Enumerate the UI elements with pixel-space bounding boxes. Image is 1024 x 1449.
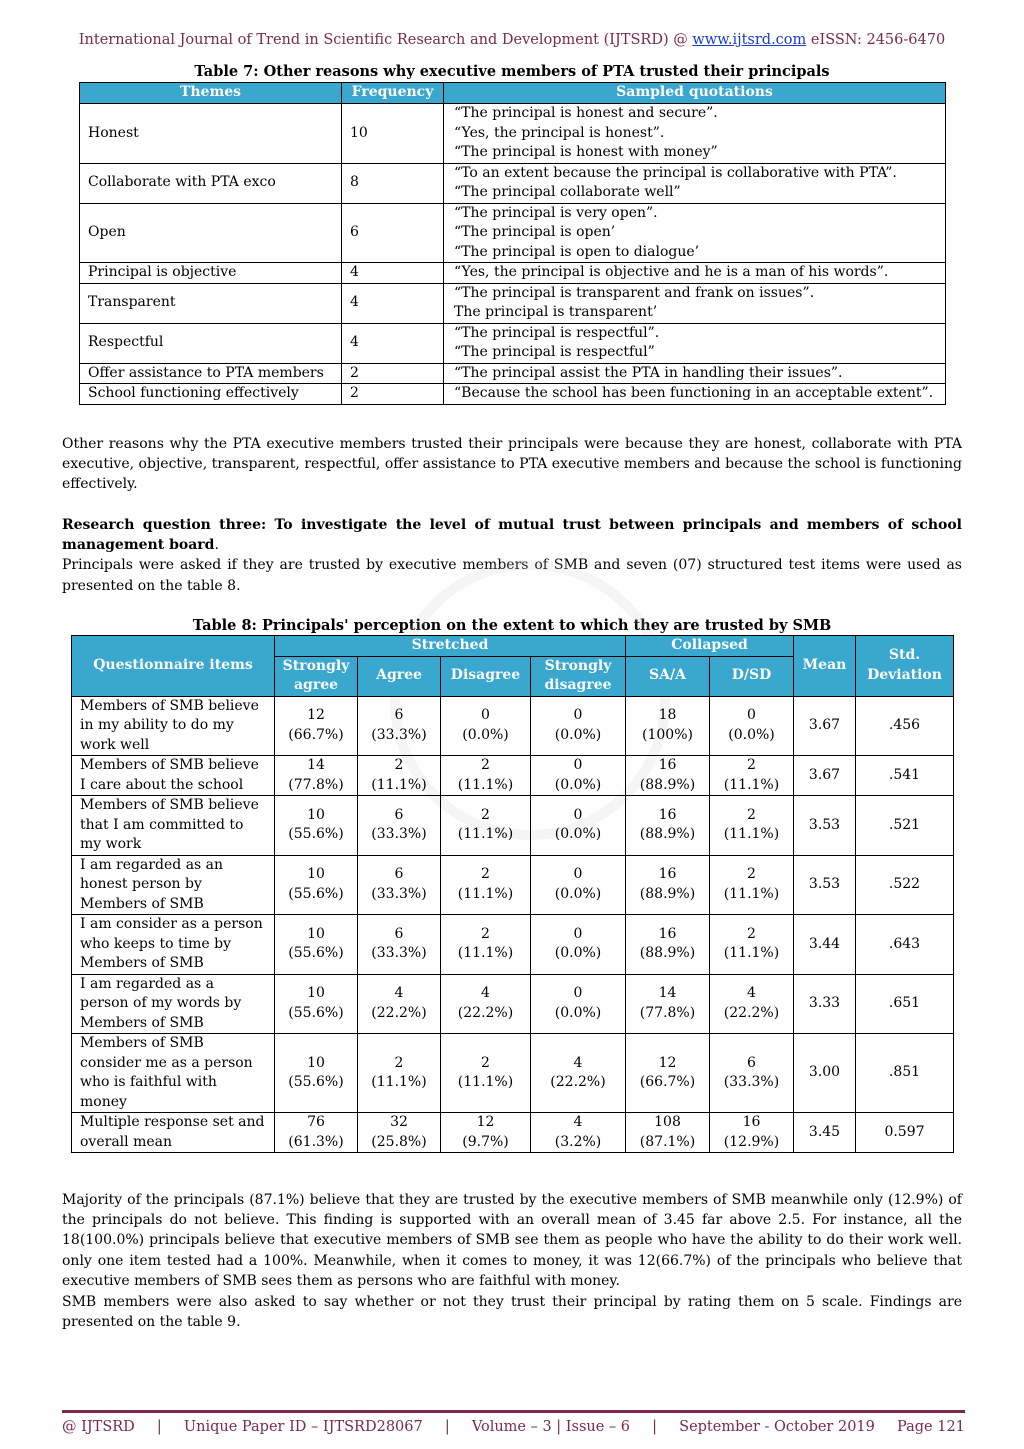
footer-sep: | xyxy=(156,1419,162,1435)
table8-strongly-agree-cell xyxy=(275,915,358,975)
table8-strongly-agree-cell xyxy=(275,756,358,796)
table7-row xyxy=(80,263,946,284)
percent-value: (11.1%) xyxy=(723,885,780,902)
table8-disagree-cell xyxy=(441,974,531,1034)
count-value: 2 xyxy=(481,1054,490,1071)
percent-value: (100%) xyxy=(642,726,693,743)
count-value: 2 xyxy=(394,1054,404,1071)
count-value: 6 xyxy=(394,707,404,724)
table8-d-sd-cell xyxy=(710,756,794,796)
table7-row xyxy=(80,283,946,323)
count-value: 10 xyxy=(307,985,325,1002)
percent-value: (55.6%) xyxy=(288,826,344,843)
table8-strongly-agree-cell xyxy=(275,855,358,915)
quotation-line: “Yes, the principal is objective and he is a man of his words”. xyxy=(454,264,889,280)
percent-value: (0.0%) xyxy=(554,945,602,962)
table7-theme-cell: Transparent xyxy=(80,283,342,323)
table8-sa-a-cell xyxy=(626,696,710,756)
count-value: 0 xyxy=(573,806,583,823)
percent-value: (87.1%) xyxy=(639,1133,696,1150)
table8-item-cell: I am regarded as an honest person by Members of SMB xyxy=(72,855,275,915)
percent-value: (11.1%) xyxy=(457,885,514,902)
count-value: 32 xyxy=(390,1114,408,1130)
table7-quotations-cell xyxy=(444,384,946,405)
table8-sa-a-cell xyxy=(626,756,710,796)
table8-item-cell: Members of SMB believe that I am committed to my work xyxy=(72,796,275,856)
percent-value: (12.9%) xyxy=(723,1133,780,1150)
footer-journal: @ IJTSRD xyxy=(62,1419,135,1435)
table8-std-cell: .651 xyxy=(856,974,954,1034)
count-value: 2 xyxy=(747,866,756,883)
count-value: 12 xyxy=(307,707,325,724)
count-value: 16 xyxy=(658,757,677,773)
table8-header-strongly-disagree: Strongly disagree xyxy=(531,656,626,696)
table8-agree-cell xyxy=(358,1113,441,1153)
footer-divider xyxy=(62,1410,965,1413)
table8-row xyxy=(72,756,954,796)
table8-header-std: Std. Deviation xyxy=(856,636,954,697)
table8-d-sd-cell xyxy=(710,796,794,856)
count-value: 2 xyxy=(481,806,490,823)
quotation-line: “The principal is transparent and frank on issues”. xyxy=(454,284,815,301)
table8-std-cell: .456 xyxy=(856,696,954,756)
count-value: 76 xyxy=(307,1114,325,1130)
count-value: 10 xyxy=(307,925,325,942)
quotation-line: “Yes, the principal is honest”. xyxy=(454,124,665,141)
table8-sa-a-cell xyxy=(626,1034,710,1113)
percent-value: (88.9%) xyxy=(639,945,696,962)
percent-value: (77.8%) xyxy=(639,1004,696,1021)
quotation-line: “Because the school has been functioning in an acceptable extent”. xyxy=(454,385,934,401)
table8-strongly-disagree-cell xyxy=(531,756,626,796)
table8-item-cell: I am regarded as a person of my words by Members of SMB xyxy=(72,974,275,1034)
quotation-line: “The principal is open’ xyxy=(454,224,616,240)
table7-frequency-cell: 4 xyxy=(342,283,444,323)
percent-value: (0.0%) xyxy=(554,726,602,743)
quotation-line: “The principal is very open”. xyxy=(454,204,658,221)
count-value: 4 xyxy=(481,985,490,1002)
table7-theme-cell: School functioning effectively xyxy=(80,384,342,405)
table8-disagree-cell xyxy=(441,855,531,915)
count-value: 2 xyxy=(747,925,756,942)
table8-row xyxy=(72,1034,954,1113)
table8-mean-cell: 3.44 xyxy=(794,915,856,975)
table8-item-cell: Members of SMB believe in my ability to do my work well xyxy=(72,696,275,756)
table7-header-themes: Themes xyxy=(80,83,342,104)
percent-value: (22.2%) xyxy=(371,1004,427,1021)
table7-row xyxy=(80,163,946,203)
table7-theme-cell: Offer assistance to PTA members xyxy=(80,363,342,384)
percent-value: (0.0%) xyxy=(554,776,602,793)
count-value: 18 xyxy=(658,707,677,724)
percent-value: (33.3%) xyxy=(371,726,427,743)
count-value: 0 xyxy=(573,866,583,883)
percent-value: (33.3%) xyxy=(723,1074,780,1090)
footer-volume: Volume – 3 | Issue – 6 xyxy=(471,1419,631,1435)
count-value: 4 xyxy=(747,985,756,1002)
percent-value: (0.0%) xyxy=(554,826,602,843)
count-value: 2 xyxy=(394,757,404,773)
percent-value: (55.6%) xyxy=(288,945,344,962)
count-value: 10 xyxy=(307,866,325,883)
percent-value: (33.3%) xyxy=(371,826,427,843)
table8-mean-cell: 3.45 xyxy=(794,1113,856,1153)
table8-disagree-cell xyxy=(441,696,531,756)
footer-sep: | xyxy=(652,1419,658,1435)
count-value: 12 xyxy=(658,1054,677,1071)
footer-page: Page 121 xyxy=(897,1419,965,1435)
percent-value: (11.1%) xyxy=(371,1074,427,1090)
table7 xyxy=(79,82,946,405)
quotation-line: “The principal is honest and secure”. xyxy=(454,105,718,121)
table8-mean-cell: 3.33 xyxy=(794,974,856,1034)
count-value: 10 xyxy=(307,1054,325,1071)
count-value: 0 xyxy=(573,757,583,773)
count-value: 0 xyxy=(747,707,756,724)
percent-value: (0.0%) xyxy=(728,726,775,743)
percent-value: (55.6%) xyxy=(288,1074,344,1090)
count-value: 16 xyxy=(658,925,677,942)
table7-frequency-cell: 4 xyxy=(342,263,444,284)
count-value: 0 xyxy=(573,925,583,942)
table8-disagree-cell xyxy=(441,915,531,975)
table8-header-stretched: Stretched xyxy=(275,636,626,657)
table8-row xyxy=(72,974,954,1034)
quotation-line: “The principal is open to dialogue’ xyxy=(454,243,700,260)
percent-value: (0.0%) xyxy=(554,885,602,902)
table8-strongly-agree-cell xyxy=(275,796,358,856)
table8-std-cell: .643 xyxy=(856,915,954,975)
table8-sa-a-cell xyxy=(626,915,710,975)
table8-agree-cell xyxy=(358,696,441,756)
table7-quotations-cell xyxy=(444,323,946,363)
percent-value: (22.2%) xyxy=(723,1004,780,1021)
table8-strongly-agree-cell xyxy=(275,974,358,1034)
table8-d-sd-cell xyxy=(710,855,794,915)
table8-row xyxy=(72,915,954,975)
table8-header-mean: Mean xyxy=(794,636,856,697)
table8-d-sd-cell xyxy=(710,696,794,756)
count-value: 6 xyxy=(747,1054,756,1071)
table8-header-items: Questionnaire items xyxy=(72,636,275,697)
research-question-body: Principals were asked if they are trusted by executive members of SMB and seven (07) structured test items were used as presented on the table 8. xyxy=(62,557,962,594)
percent-value: (61.3%) xyxy=(288,1133,344,1150)
count-value: 4 xyxy=(394,985,404,1002)
research-question-heading: Research question three: To investigate the level of mutual trust between principals and members of school management board xyxy=(62,517,962,554)
count-value: 16 xyxy=(658,806,677,823)
table8-item-cell: I am consider as a person who keeps to time by Members of SMB xyxy=(72,915,275,975)
table8-row xyxy=(72,796,954,856)
count-value: 10 xyxy=(307,806,325,823)
percent-value: (11.1%) xyxy=(457,776,514,793)
journal-url-link[interactable]: www.ijtsrd.com xyxy=(692,32,807,48)
table7-quotations-cell xyxy=(444,263,946,284)
table8-sa-a-cell xyxy=(626,855,710,915)
count-value: 4 xyxy=(573,1054,583,1071)
table7-quotations-cell xyxy=(444,104,946,164)
table7-theme-cell: Open xyxy=(80,203,342,263)
percent-value: (11.1%) xyxy=(457,1074,514,1090)
table8-agree-cell xyxy=(358,796,441,856)
quotation-line: The principal is transparent’ xyxy=(454,304,658,320)
percent-value: (0.0%) xyxy=(462,726,509,743)
count-value: 0 xyxy=(573,707,583,724)
percent-value: (33.3%) xyxy=(371,885,427,902)
count-value: 4 xyxy=(573,1114,583,1130)
table8-d-sd-cell xyxy=(710,974,794,1034)
table7-frequency-cell: 2 xyxy=(342,384,444,405)
table8-strongly-disagree-cell xyxy=(531,1113,626,1153)
table8-std-cell: .522 xyxy=(856,855,954,915)
count-value: 6 xyxy=(394,866,404,883)
table8-sa-a-cell xyxy=(626,796,710,856)
table8-mean-cell: 3.67 xyxy=(794,756,856,796)
table8-row xyxy=(72,1113,954,1153)
table8-sa-a-cell xyxy=(626,1113,710,1153)
table8-strongly-disagree-cell xyxy=(531,1034,626,1113)
paragraph-findings: Majority of the principals (87.1%) believe that they are trusted by the executive members of SMB meanwhile only (12.9%) of the principals do not believe. This finding is supported with an overall mean of 3.45 far above 2.5. For instance, all the 18(100.0%) principals believe that executive members of SMB see them as people who have the ability to do their work well. only one item tested had a 100%. Meanwhile, when it comes to money, it was 12(66.7%) of the principals who believe that executive members of SMB sees them as persons who are faithful with money. xyxy=(62,1192,962,1289)
table8-std-cell: .541 xyxy=(856,756,954,796)
table7-row xyxy=(80,384,946,405)
page-footer xyxy=(62,1419,965,1435)
percent-value: (3.2%) xyxy=(554,1133,602,1150)
research-question-heading-tail: . xyxy=(214,537,219,554)
table8-item-cell: Multiple response set and overall mean xyxy=(72,1113,275,1153)
table8-strongly-disagree-cell xyxy=(531,855,626,915)
table8-agree-cell xyxy=(358,855,441,915)
table8-agree-cell xyxy=(358,974,441,1034)
table8-disagree-cell xyxy=(441,1034,531,1113)
percent-value: (22.2%) xyxy=(457,1004,514,1021)
quotation-line: “The principal is respectful” xyxy=(454,344,655,360)
table7-row xyxy=(80,203,946,263)
table8-header-sa-a: SA/A xyxy=(626,656,710,696)
table8-std-cell: .851 xyxy=(856,1034,954,1113)
count-value: 2 xyxy=(747,806,756,823)
table8-header-agree: Agree xyxy=(358,656,441,696)
count-value: 2 xyxy=(481,925,490,942)
percent-value: (11.1%) xyxy=(457,945,514,962)
table7-row xyxy=(80,104,946,164)
table8-strongly-agree-cell xyxy=(275,696,358,756)
table8-strongly-agree-cell xyxy=(275,1034,358,1113)
table8-header-collapsed: Collapsed xyxy=(626,636,794,657)
table8-mean-cell: 3.53 xyxy=(794,796,856,856)
percent-value: (0.0%) xyxy=(554,1004,602,1021)
table7-theme-cell: Collaborate with PTA exco xyxy=(80,163,342,203)
table8-std-cell: .521 xyxy=(856,796,954,856)
table8-item-cell: Members of SMB consider me as a person who is faithful with money xyxy=(72,1034,275,1113)
table8-agree-cell xyxy=(358,1034,441,1113)
table8-d-sd-cell xyxy=(710,915,794,975)
footer-date: September - October 2019 xyxy=(679,1419,875,1435)
table8-std-cell: 0.597 xyxy=(856,1113,954,1153)
quotation-line: “The principal is respectful”. xyxy=(454,324,660,341)
table7-row xyxy=(80,363,946,384)
quotation-line: “The principal is honest with money” xyxy=(454,144,718,160)
table8-strongly-agree-cell xyxy=(275,1113,358,1153)
table8-disagree-cell xyxy=(441,1113,531,1153)
table8-strongly-disagree-cell xyxy=(531,796,626,856)
table8-d-sd-cell xyxy=(710,1113,794,1153)
count-value: 12 xyxy=(476,1114,495,1130)
count-value: 2 xyxy=(747,757,756,773)
percent-value: (88.9%) xyxy=(639,826,696,843)
journal-issn: eISSN: 2456-6470 xyxy=(806,32,946,48)
table8-disagree-cell xyxy=(441,756,531,796)
table7-quotations-cell xyxy=(444,163,946,203)
table7-theme-cell: Respectful xyxy=(80,323,342,363)
table7-theme-cell: Principal is objective xyxy=(80,263,342,284)
count-value: 0 xyxy=(573,985,583,1002)
table8-mean-cell: 3.67 xyxy=(794,696,856,756)
table8-agree-cell xyxy=(358,756,441,796)
count-value: 14 xyxy=(307,757,325,773)
table8-row xyxy=(72,855,954,915)
percent-value: (11.1%) xyxy=(723,826,780,843)
percent-value: (33.3%) xyxy=(371,945,427,962)
count-value: 6 xyxy=(394,806,404,823)
research-question-three xyxy=(62,515,962,596)
quotation-line: “The principal collaborate well” xyxy=(454,184,681,200)
percent-value: (66.7%) xyxy=(639,1074,696,1090)
count-value: 6 xyxy=(394,925,404,942)
table8-strongly-disagree-cell xyxy=(531,696,626,756)
count-value: 16 xyxy=(742,1114,761,1130)
journal-header xyxy=(0,32,1024,48)
percent-value: (22.2%) xyxy=(550,1074,606,1090)
table7-theme-cell: Honest xyxy=(80,104,342,164)
percent-value: (11.1%) xyxy=(723,945,780,962)
table8-disagree-cell xyxy=(441,796,531,856)
table7-frequency-cell: 6 xyxy=(342,203,444,263)
percent-value: (66.7%) xyxy=(288,726,344,743)
percent-value: (77.8%) xyxy=(288,776,344,793)
table7-frequency-cell: 10 xyxy=(342,104,444,164)
percent-value: (55.6%) xyxy=(288,1004,344,1021)
table7-caption: Table 7: Other reasons why executive members of PTA trusted their principals xyxy=(194,63,830,80)
table7-header-frequency: Frequency xyxy=(342,83,444,104)
table8-row xyxy=(72,696,954,756)
table7-frequency-cell: 4 xyxy=(342,323,444,363)
table7-header-quotations: Sampled quotations xyxy=(444,83,946,104)
percent-value: (9.7%) xyxy=(462,1133,509,1150)
table8-sa-a-cell xyxy=(626,974,710,1034)
percent-value: (11.1%) xyxy=(723,776,780,793)
table7-frequency-cell: 8 xyxy=(342,163,444,203)
percent-value: (88.9%) xyxy=(639,776,696,793)
table7-quotations-cell xyxy=(444,363,946,384)
percent-value: (11.1%) xyxy=(371,776,427,793)
footer-paper-id: Unique Paper ID – IJTSRD28067 xyxy=(183,1419,423,1435)
table8-header-disagree: Disagree xyxy=(441,656,531,696)
table8-caption: Table 8: Principals' perception on the extent to which they are trusted by SMB xyxy=(192,617,832,634)
count-value: 108 xyxy=(654,1114,681,1130)
table8-strongly-disagree-cell xyxy=(531,974,626,1034)
table8-strongly-disagree-cell xyxy=(531,915,626,975)
table8-header-strongly-agree: Strongly agree xyxy=(275,656,358,696)
paragraph-table9-intro: SMB members were also asked to say whether or not they trust their principal by rating them on 5 scale. Findings are presented on the table 9. xyxy=(62,1294,962,1331)
journal-name: International Journal of Trend in Scientific Research and Development (IJTSRD) @ xyxy=(78,32,693,48)
table7-quotations-cell xyxy=(444,203,946,263)
count-value: 2 xyxy=(481,757,490,773)
count-value: 2 xyxy=(481,866,490,883)
percent-value: (55.6%) xyxy=(288,885,344,902)
percent-value: (88.9%) xyxy=(639,885,696,902)
table7-quotations-cell xyxy=(444,283,946,323)
table8 xyxy=(71,635,954,1153)
table8-mean-cell: 3.53 xyxy=(794,855,856,915)
table8-mean-cell: 3.00 xyxy=(794,1034,856,1113)
table8-d-sd-cell xyxy=(710,1034,794,1113)
table8-item-cell: Members of SMB believe I care about the school xyxy=(72,756,275,796)
percent-value: (11.1%) xyxy=(457,826,514,843)
table8-agree-cell xyxy=(358,915,441,975)
paragraph-other-reasons: Other reasons why the PTA executive members trusted their principals were because they are honest, collaborate with PTA executive, objective, transparent, respectful, offer assistance to PTA executive members and because the school is functioning effectively. xyxy=(62,436,962,493)
quotation-line: “The principal assist the PTA in handling their issues”. xyxy=(454,364,843,381)
quotation-line: “To an extent because the principal is collaborative with PTA”. xyxy=(454,164,897,181)
count-value: 14 xyxy=(658,985,677,1002)
table7-row xyxy=(80,323,946,363)
count-value: 16 xyxy=(658,866,677,883)
table7-frequency-cell: 2 xyxy=(342,363,444,384)
percent-value: (25.8%) xyxy=(371,1133,427,1150)
footer-sep: | xyxy=(444,1419,450,1435)
table7-header-row xyxy=(80,83,946,104)
count-value: 0 xyxy=(481,707,490,724)
table8-header-d-sd: D/SD xyxy=(710,656,794,696)
